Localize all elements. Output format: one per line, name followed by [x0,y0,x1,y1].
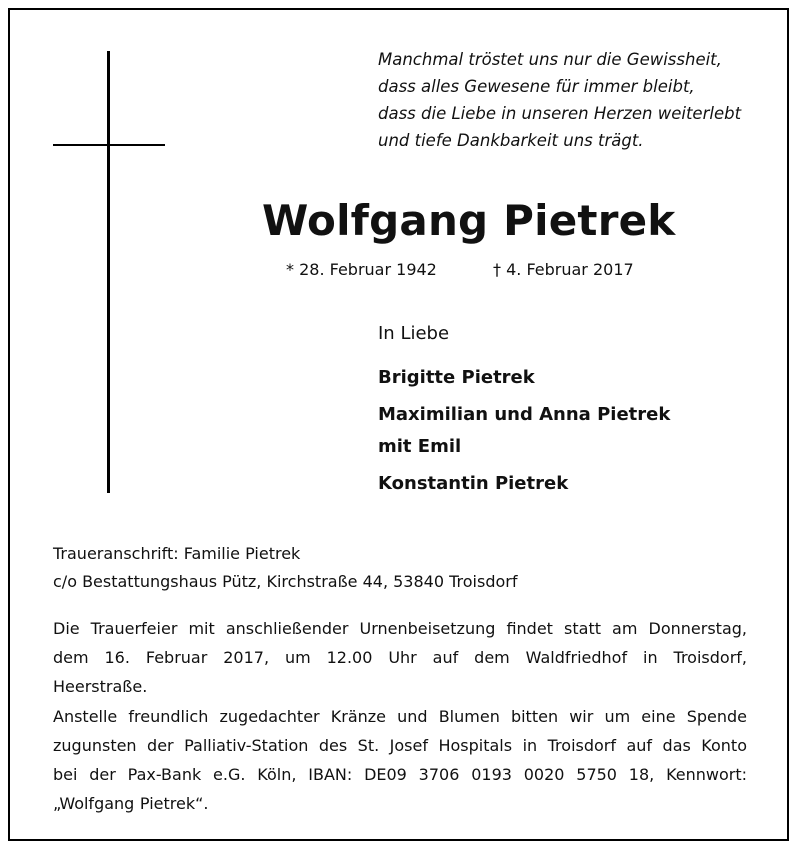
ceremony-line: Die Trauerfeier mit anschließender Urnenbeisetzung findet statt am Donnerstag, [53,619,747,638]
birth-date: * 28. Februar 1942 [286,260,437,279]
ceremony-line: Heerstraße. [53,677,148,696]
cross-horizontal-bar [53,144,165,146]
cross-vertical-bar [107,51,110,493]
donation-line: Anstelle freundlich zugedachter Kränze und Blumen bitten wir um eine Spende [53,707,747,726]
address-line: Traueranschrift: Familie Pietrek [53,544,301,563]
death-date: † 4. Februar 2017 [493,260,634,279]
donation-line: „Wolfgang Pietrek“. [53,794,209,813]
deceased-name: Wolfgang Pietrek [262,196,676,245]
donation-line: bei der Pax-Bank e.G. Köln, IBAN: DE09 3706 0193 0020 5750 18, Kennwort: [53,765,747,784]
poem-line: dass alles Gewesene für immer bleibt, [378,77,695,96]
poem-line: Manchmal tröstet uns nur die Gewissheit, [378,50,722,69]
mourner-name: Konstantin Pietrek [378,473,569,494]
mourner-name: Brigitte Pietrek [378,367,535,388]
mourners-intro: In Liebe [378,323,450,344]
donation-paragraph [53,702,747,818]
mourning-address [53,540,517,596]
poem-line: dass die Liebe in unseren Herzen weiterlebt [378,104,742,123]
mourner-name: mit Emil [378,436,462,457]
donation-line: zugunsten der Palliativ-Station des St. Josef Hospitals in Troisdorf auf das Konto [53,736,747,755]
poem-line: und tiefe Dankbarkeit uns trägt. [378,131,644,150]
ceremony-paragraph [53,614,747,701]
address-line: c/o Bestattungshaus Pütz, Kirchstraße 44, 53840 Troisdorf [53,572,518,591]
poem [378,46,778,154]
ceremony-line: dem 16. Februar 2017, um 12.00 Uhr auf dem Waldfriedhof in Troisdorf, [53,648,747,667]
mourner-name: Maximilian und Anna Pietrek [378,404,671,425]
